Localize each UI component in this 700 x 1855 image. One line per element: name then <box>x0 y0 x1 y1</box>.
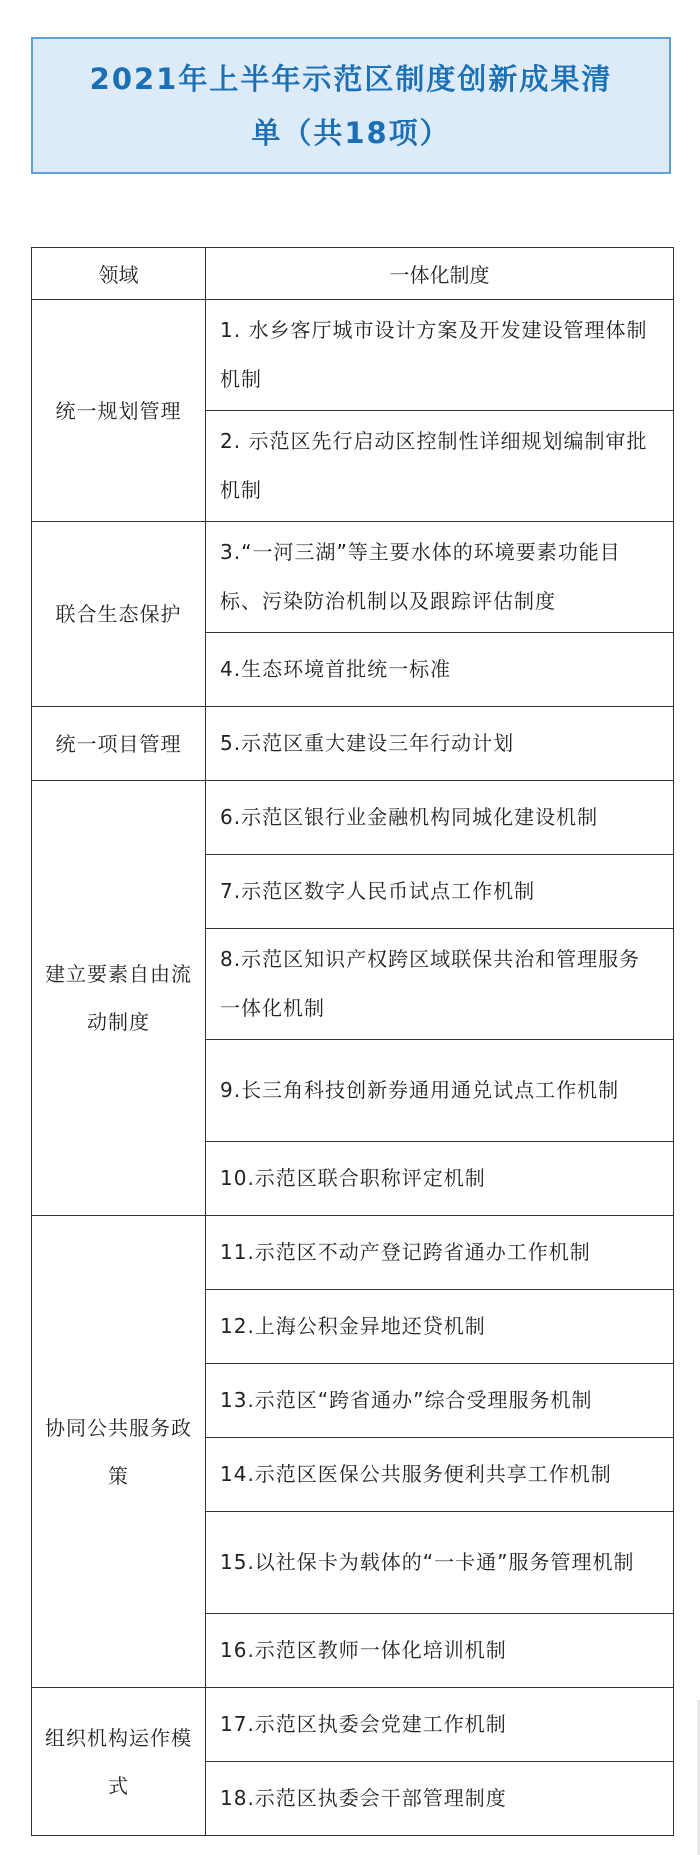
item-cell: 6.示范区银行业金融机构同城化建设机制 <box>206 781 674 855</box>
item-cell: 1. 水乡客厅城市设计方案及开发建设管理体制机制 <box>206 300 674 411</box>
table-row <box>32 300 674 411</box>
table-row <box>32 781 674 855</box>
item-cell: 17.示范区执委会党建工作机制 <box>206 1688 674 1762</box>
item-cell: 13.示范区“跨省通办”综合受理服务机制 <box>206 1364 674 1438</box>
item-cell: 5.示范区重大建设三年行动计划 <box>206 707 674 781</box>
title-box <box>31 37 671 174</box>
innovation-table <box>31 247 674 1836</box>
item-cell: 7.示范区数字人民币试点工作机制 <box>206 855 674 929</box>
item-cell: 11.示范区不动产登记跨省通办工作机制 <box>206 1216 674 1290</box>
item-cell: 18.示范区执委会干部管理制度 <box>206 1762 674 1836</box>
table-row <box>32 1688 674 1762</box>
title-line-1: 2021年上半年示范区制度创新成果清 <box>89 61 613 96</box>
item-cell: 12.上海公积金异地还贷机制 <box>206 1290 674 1364</box>
item-cell: 16.示范区教师一体化培训机制 <box>206 1614 674 1688</box>
domain-cell: 统一项目管理 <box>32 707 206 781</box>
domain-cell: 协同公共服务政策 <box>32 1216 206 1688</box>
table-row <box>32 522 674 633</box>
table-row <box>32 1216 674 1290</box>
header-system: 一体化制度 <box>206 248 674 300</box>
item-cell: 9.长三角科技创新券通用通兑试点工作机制 <box>206 1040 674 1142</box>
title-line-2: 单（共18项） <box>251 115 451 150</box>
table-header-row <box>32 248 674 300</box>
domain-cell: 组织机构运作模式 <box>32 1688 206 1836</box>
item-cell: 10.示范区联合职称评定机制 <box>206 1142 674 1216</box>
domain-cell: 统一规划管理 <box>32 300 206 522</box>
item-cell: 15.以社保卡为载体的“一卡通”服务管理机制 <box>206 1512 674 1614</box>
header-domain: 领域 <box>32 248 206 300</box>
domain-cell: 联合生态保护 <box>32 522 206 707</box>
item-cell: 3.“一河三湖”等主要水体的环境要素功能目标、污染防治机制以及跟踪评估制度 <box>206 522 674 633</box>
item-cell: 14.示范区医保公共服务便利共享工作机制 <box>206 1438 674 1512</box>
item-cell: 8.示范区知识产权跨区域联保共治和管理服务一体化机制 <box>206 929 674 1040</box>
item-cell: 4.生态环境首批统一标准 <box>206 633 674 707</box>
table-row <box>32 707 674 781</box>
domain-cell: 建立要素自由流动制度 <box>32 781 206 1216</box>
item-cell: 2. 示范区先行启动区控制性详细规划编制审批机制 <box>206 411 674 522</box>
